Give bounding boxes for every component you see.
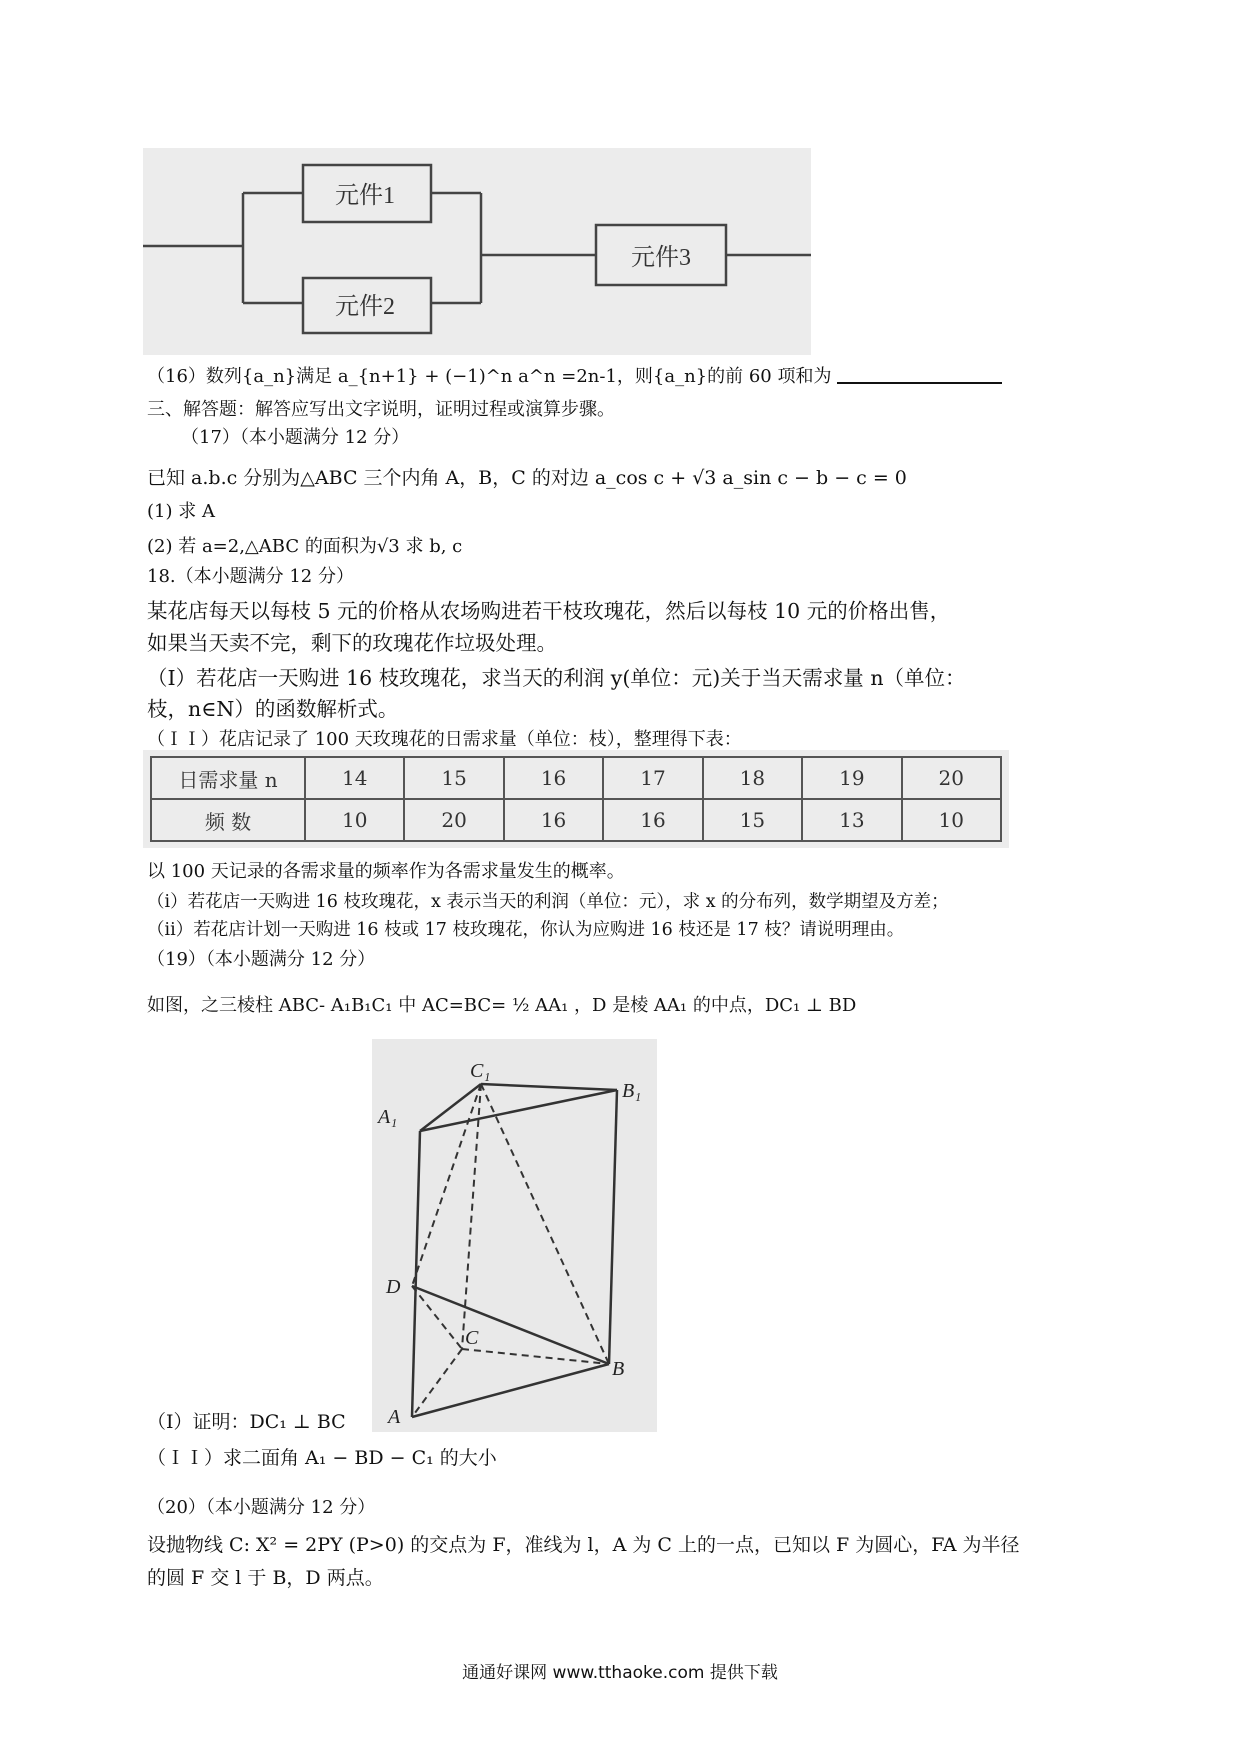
- question-20-line2: 的圆 F 交 l 于 B，D 两点。: [147, 1567, 384, 1589]
- component2-label: 元件2: [335, 294, 395, 320]
- question-18-part1-line2: 枝，n∈N）的函数解析式。: [147, 697, 399, 721]
- table-cell: 15: [404, 757, 503, 799]
- question-17-header: （17）（本小题满分 12 分）: [181, 427, 410, 448]
- question-18-stem-line1: 某花店每天以每枝 5 元的价格从农场购进若干枝玫瑰花，然后以每枝 10 元的价格出售，: [147, 599, 951, 623]
- component1-label: 元件1: [335, 183, 395, 209]
- table-cell: 16: [504, 799, 603, 841]
- table-cell: 10: [902, 799, 1001, 841]
- table-header-demand: 日需求量 n: [151, 757, 305, 799]
- page-footer: 通通好课网 www.tthaoke.com 提供下载: [462, 1663, 778, 1683]
- question-20-line1: 设抛物线 C: X² = 2PY (P>0) 的交点为 F，准线为 l，A 为 C 上的一点，已知以 F 为圆心，FA 为半径: [147, 1534, 1020, 1556]
- table-cell: 20: [902, 757, 1001, 799]
- table-cell: 20: [404, 799, 503, 841]
- question-16: [147, 364, 1002, 389]
- question-19-part2: （ＩＩ）求二面角 A₁ − BD − C₁ 的大小: [147, 1447, 497, 1469]
- question-18-sub-ii: （ii）若花店计划一天购进 16 枝或 17 枝玫瑰花，你认为应购进 16 枝还是 17 枝？请说明理由。: [147, 920, 905, 940]
- question-18-part1-line1: （Ⅰ）若花店一天购进 16 枝玫瑰花，求当天的利润 y(单位：元)关于当天需求量 n（单位：: [147, 666, 966, 690]
- table-row-demand: [151, 757, 1001, 799]
- table-row-frequency: [151, 799, 1001, 841]
- question-19-part1: （Ⅰ）证明：DC₁ ⊥ BC: [147, 1411, 346, 1433]
- table-cell: 18: [703, 757, 802, 799]
- answer-blank: [837, 364, 1002, 384]
- vertex-label-d: D: [386, 1276, 401, 1298]
- table-cell: 10: [305, 799, 404, 841]
- question-20-header: （20）（本小题满分 12 分）: [147, 1497, 376, 1518]
- question-19-header: （19）（本小题满分 12 分）: [147, 949, 376, 970]
- vertex-label-c1: C₁: [470, 1060, 491, 1082]
- question-17-part1: (1) 求 A: [147, 501, 215, 522]
- frequency-table: [150, 756, 1002, 842]
- component3-label: 元件3: [631, 245, 691, 271]
- circuit-diagram: [143, 148, 811, 355]
- vertex-label-b: B: [612, 1358, 625, 1380]
- table-cell: 14: [305, 757, 404, 799]
- question-17-part2: (2) 若 a=2,△ABC 的面积为√3 求 b, c: [147, 536, 463, 557]
- prism-figure: [372, 1039, 657, 1432]
- vertex-label-c: C: [465, 1327, 479, 1349]
- section-3-heading: 三、解答题：解答应写出文字说明，证明过程或演算步骤。: [147, 399, 615, 420]
- question-18-note: 以 100 天记录的各需求量的频率作为各需求量发生的概率。: [147, 861, 625, 882]
- vertex-label-a1: A₁: [378, 1106, 398, 1128]
- table-header-frequency: 频 数: [151, 799, 305, 841]
- question-18-stem-line2: 如果当天卖不完，剩下的玫瑰花作垃圾处理。: [147, 631, 557, 655]
- question-19-stem: 如图，之三棱柱 ABC- A₁B₁C₁ 中 AC=BC= ½ AA₁ ，D 是棱 AA₁ 的中点，DC₁ ⊥ BD: [147, 995, 857, 1016]
- vertex-label-a: A: [388, 1406, 401, 1428]
- table-cell: 19: [802, 757, 901, 799]
- question-17-stem: 已知 a.b.c 分别为△ABC 三个内角 A，B，C 的对边 a_cos c + √3 a_sin c − b − c = 0: [147, 467, 907, 489]
- question-18-header: 18.（本小题满分 12 分）: [147, 566, 354, 587]
- table-cell: 13: [802, 799, 901, 841]
- vertex-label-b1: B₁: [622, 1080, 642, 1102]
- question-16-text: （16）数列{a_n}满足 a_{n+1} + (−1)^n a^n =2n-1，则{a_n}的前 60 项和为: [147, 366, 832, 387]
- question-18-sub-i: （i）若花店一天购进 16 枝玫瑰花，x 表示当天的利润（单位：元），求 x 的分布列，数学期望及方差；: [147, 892, 949, 912]
- table-cell: 16: [504, 757, 603, 799]
- question-18-part2: （ＩＩ）花店记录了 100 天玫瑰花的日需求量（单位：枝），整理得下表：: [147, 729, 742, 750]
- table-cell: 15: [703, 799, 802, 841]
- table-cell: 17: [603, 757, 702, 799]
- table-cell: 16: [603, 799, 702, 841]
